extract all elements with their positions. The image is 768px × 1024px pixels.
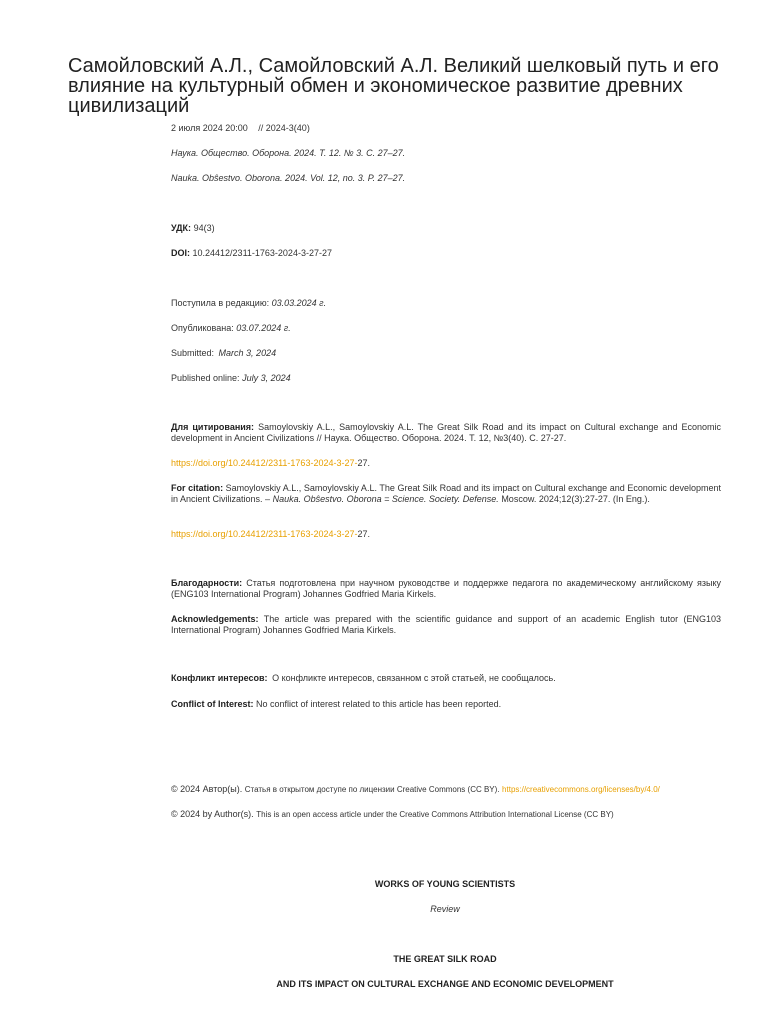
published-row bbox=[171, 323, 721, 334]
conflict-en bbox=[171, 699, 721, 710]
acknowledgements-ru-text: Статья подготовлена при научном руководстве и поддержке педагога по академическому английскому языку (ENG103 International Program) Johannes Godfried Maria Kirkels. bbox=[171, 578, 721, 599]
reference-ru: Наука. Общество. Оборона. 2024. Т. 12. № 3. С. 27–27. bbox=[171, 148, 406, 158]
publication-date: 2 июля 2024 20:00 bbox=[171, 123, 248, 133]
udk-label: УДК: bbox=[171, 223, 192, 233]
received-label: Поступила в редакцию: bbox=[171, 298, 270, 308]
citation-ru-text: Samoylovskiy A.L., Samoylovskiy A.L. The Great Silk Road and its impact on Cultural exchange and Economic development in Ancient Civilizations // Наука. Общество. Оборона. 2024. Т. 12, №3(40). С. 27-27. bbox=[171, 422, 721, 443]
online-row bbox=[171, 373, 721, 384]
license-link[interactable]: https://creativecommons.org/licenses/by/4.0/ bbox=[502, 785, 660, 794]
license-ru-text: Статья в открытом доступе по лицензии Creative Commons (CC BY). bbox=[244, 785, 500, 794]
doi-label: DOI: bbox=[171, 248, 190, 258]
submitted-value: March 3, 2024 bbox=[218, 348, 277, 358]
udk-value: 94(3) bbox=[193, 223, 215, 233]
conflict-ru bbox=[171, 673, 721, 684]
conflict-ru-text: О конфликте интересов, связанном с этой статьей, не сообщалось. bbox=[272, 673, 556, 683]
citation-en-doi-link[interactable]: https://doi.org/10.24412/2311-1763-2024-3-27- bbox=[171, 529, 358, 539]
publication-date-row bbox=[171, 123, 721, 134]
received-value: 03.03.2024 г. bbox=[271, 298, 327, 308]
license-en-text: This is an open access article under the Creative Commons Attribution International License (CC BY) bbox=[256, 810, 614, 819]
citation-en-text-2: Moscow. 2024;12(3):27-27. (In Eng.). bbox=[501, 494, 650, 504]
doi-row bbox=[171, 248, 721, 259]
published-label: Опубликована: bbox=[171, 323, 234, 333]
udk-row bbox=[171, 223, 721, 234]
license-ru-prefix: © 2024 Автор(ы). bbox=[171, 784, 243, 794]
citation-ru-doi-link[interactable]: https://doi.org/10.24412/2311-1763-2024-3-27- bbox=[171, 458, 358, 468]
article-type: Review bbox=[430, 904, 460, 914]
license-en-prefix: © 2024 by Author(s). bbox=[171, 809, 254, 819]
acknowledgements-ru-label: Благодарности: bbox=[171, 578, 243, 588]
article-heading-line-2: AND ITS IMPACT ON CULTURAL EXCHANGE AND ECONOMIC DEVELOPMENT bbox=[276, 979, 614, 989]
citation-en-doi-suffix: 27. bbox=[357, 529, 370, 539]
acknowledgements-en bbox=[171, 614, 721, 636]
issue-link[interactable]: // 2024-3(40) bbox=[258, 123, 310, 133]
conflict-en-label: Conflict of Interest: bbox=[171, 699, 254, 709]
acknowledgements-en-label: Acknowledgements: bbox=[171, 614, 259, 624]
citation-en-text-1: Samoylovskiy A.L., Samoylovskiy A.L. The Great Silk Road and its impact on Cultural exchange and Economic development in Ancient Civilizations. – bbox=[171, 483, 721, 504]
section-heading: WORKS OF YOUNG SCIENTISTS bbox=[374, 879, 516, 889]
online-value: July 3, 2024 bbox=[242, 373, 291, 383]
citation-ru-doi bbox=[171, 458, 721, 469]
conflict-en-text: No conflict of interest related to this article has been reported. bbox=[256, 699, 502, 709]
citation-en-label: For citation: bbox=[171, 483, 224, 493]
citation-en-journal: Nauka. Obŝestvo. Oborona = Science. Society. Defense. bbox=[272, 494, 499, 504]
citation-en-doi bbox=[171, 529, 721, 540]
doi-value: 10.24412/2311-1763-2024-3-27-27 bbox=[192, 248, 332, 258]
online-label: Published online: bbox=[171, 373, 240, 383]
page-title: Самойловский А.Л., Самойловский А.Л. Великий шелковый путь и его влияние на культурный обмен и экономическое развитие древних цивилизаций bbox=[68, 55, 719, 117]
license-ru bbox=[171, 784, 721, 795]
published-value: 03.07.2024 г. bbox=[236, 323, 291, 333]
citation-ru bbox=[171, 422, 721, 444]
submitted-label: Submitted: bbox=[171, 348, 215, 358]
conflict-ru-label: Конфликт интересов: bbox=[171, 673, 268, 683]
citation-ru-label: Для цитирования: bbox=[171, 422, 255, 432]
reference-en: Nauka. Obŝestvo. Oborona. 2024. Vol. 12, no. 3. P. 27–27. bbox=[171, 173, 406, 183]
citation-ru-doi-suffix: 27. bbox=[357, 458, 370, 468]
license-en bbox=[171, 809, 721, 820]
acknowledgements-en-text: The article was prepared with the scientific guidance and support of an academic English tutor (ENG103 International Program) Johannes Godfried Maria Kirkels. bbox=[171, 614, 721, 635]
received-row bbox=[171, 298, 721, 309]
submitted-row bbox=[171, 348, 721, 359]
article-heading-line-1: THE GREAT SILK ROAD bbox=[393, 954, 497, 964]
citation-en bbox=[171, 483, 721, 505]
acknowledgements-ru bbox=[171, 578, 721, 600]
